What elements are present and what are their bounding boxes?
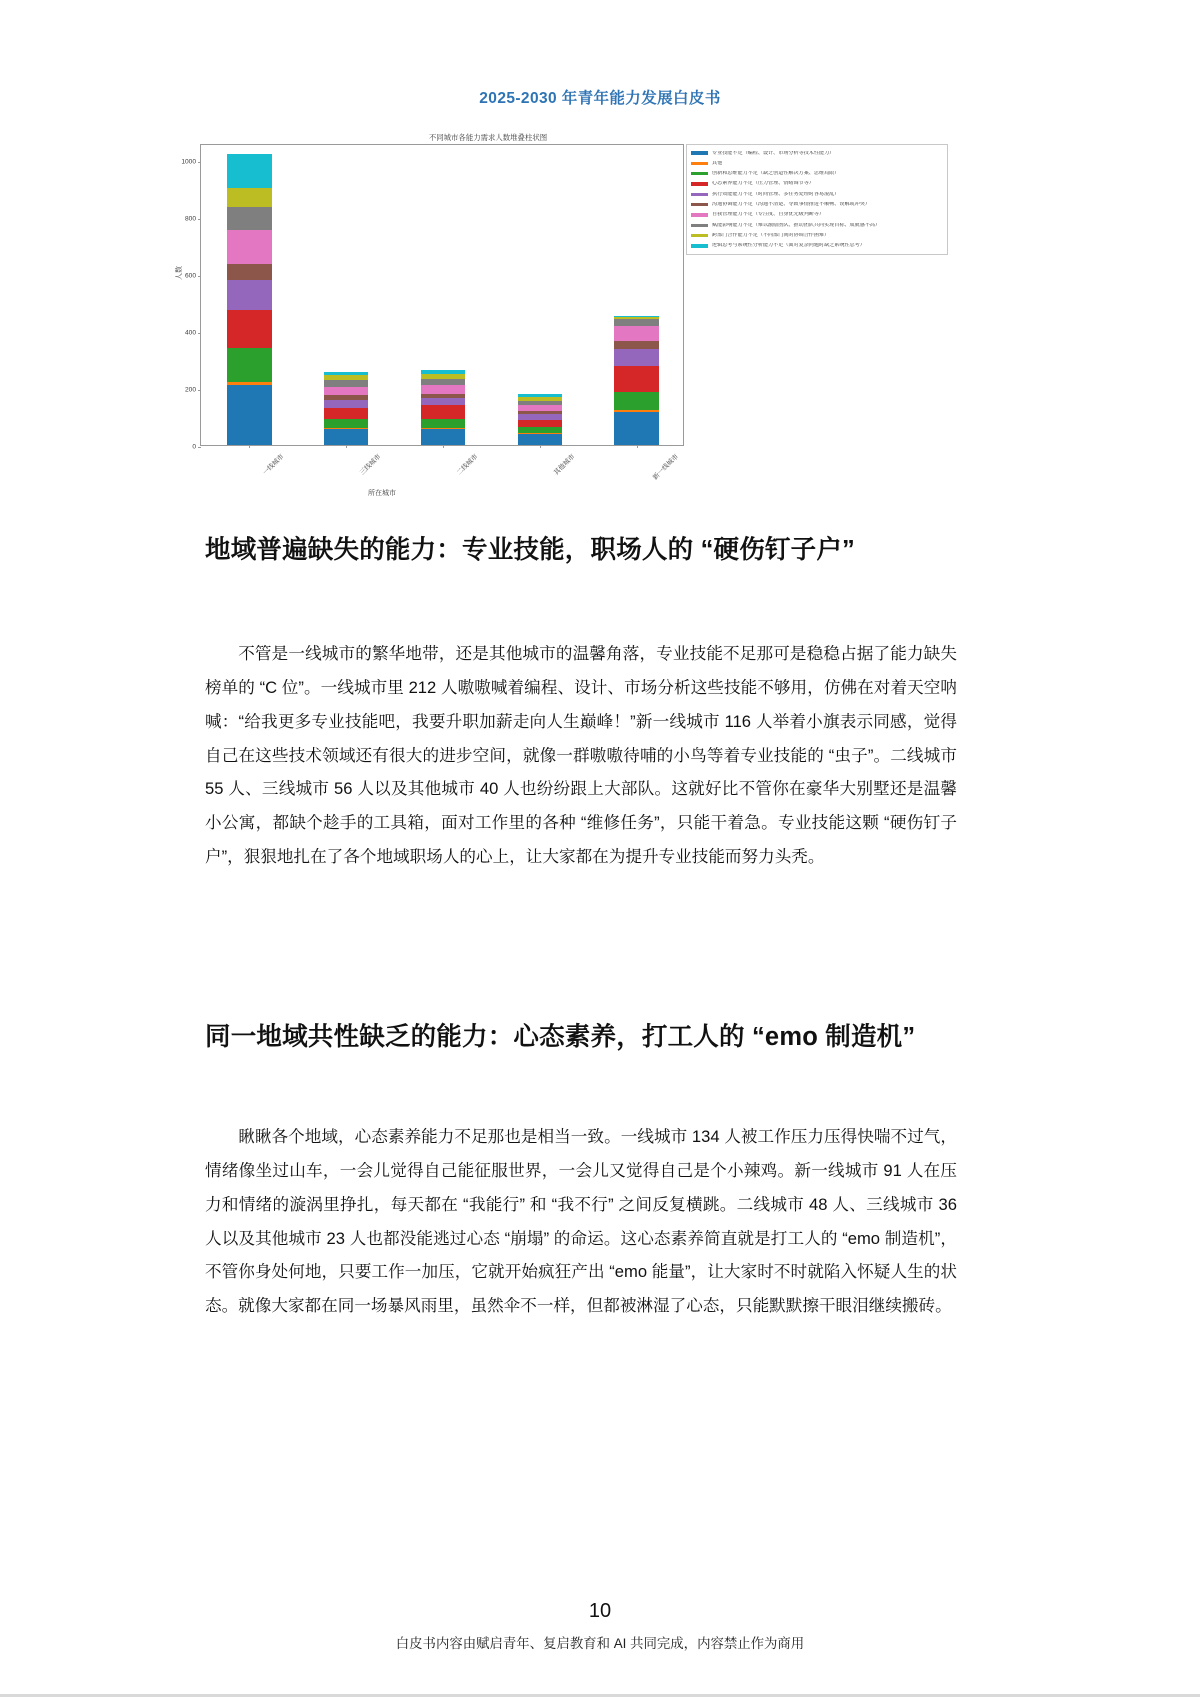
legend-label: 创新和思维能力不足（缺乏创造性解决方案、思维局限） bbox=[712, 171, 840, 177]
legend-item bbox=[691, 179, 944, 189]
x-tick-label: 新一线城市 bbox=[651, 453, 680, 482]
chart-bar-segment bbox=[227, 385, 272, 445]
legend-item bbox=[691, 220, 944, 230]
y-tick-mark bbox=[198, 276, 201, 277]
y-tick-label: 800 bbox=[184, 215, 196, 223]
section-heading-2: 同一地域共性缺乏的能力：心态素养，打工人的 “emo 制造机” bbox=[205, 1023, 916, 1051]
chart-bar-segment bbox=[614, 392, 659, 410]
chart-y-axis-label: 人数 bbox=[176, 266, 183, 280]
legend-color-swatch bbox=[691, 224, 708, 227]
chart-bar-segment bbox=[324, 387, 369, 396]
legend-color-swatch bbox=[691, 244, 708, 247]
legend-label: 沟通协调能力不足（沟通不清楚、导致事情推进不顺畅、误解或冲突） bbox=[712, 202, 870, 208]
chart-bar-segment bbox=[227, 348, 272, 382]
legend-color-swatch bbox=[691, 203, 708, 206]
y-tick-label: 600 bbox=[184, 272, 196, 280]
chart-bar bbox=[227, 154, 272, 445]
section-paragraph-2: 瞅瞅各个地域，心态素养能力不足那也是相当一致。一线城市 134 人被工作压力压得快喘不过气，情绪像坐过山车，一会儿觉得自己能征服世界，一会儿又觉得自己是个小辣鸡。新一线城市 91 人在压力和情绪的漩涡里挣扎，每天都在 “我能行” 和 “我不行” 之间反复横跳。二线城市 48 人、三线城市 36 人以及其他城市 23 人也都没能逃过心态 “崩塌” 的命运。这心态素养简直就是打工人的 “emo 制造机”，不管你身处何地，只要工作一加压，它就开始疯狂产出 “emo 能量”，让大家时不时就陷入怀疑人生的状态。就像大家都在同一场暴风雨里，虽然伞不一样，但都被淋湿了心态，只能默默擦干眼泪继续搬砖。 bbox=[205, 1127, 957, 1316]
chart-bar-segment bbox=[421, 385, 466, 394]
y-tick-label: 1000 bbox=[181, 158, 196, 166]
y-tick-mark bbox=[198, 447, 201, 448]
legend-label: 自我管理能力不足（专注度、自身优先级判断等） bbox=[712, 212, 825, 218]
x-tick-mark bbox=[443, 445, 444, 448]
chart-bar-segment bbox=[324, 419, 369, 428]
chart-bar-segment bbox=[227, 310, 272, 348]
legend-item bbox=[691, 158, 944, 168]
legend-label: 专业技能不足（编程、设计、市场分析等技术性能力） bbox=[712, 150, 835, 156]
legend-item bbox=[691, 148, 944, 158]
legend-color-swatch bbox=[691, 151, 708, 154]
y-tick-mark bbox=[198, 333, 201, 334]
y-tick-mark bbox=[198, 219, 201, 220]
chart-bar-segment bbox=[614, 341, 659, 350]
chart-bar-segment bbox=[518, 434, 563, 445]
chart-bar-segment bbox=[421, 429, 466, 445]
legend-item bbox=[691, 199, 944, 209]
section-paragraph-1: 不管是一线城市的繁华地带，还是其他城市的温馨角落，专业技能不足那可是稳稳占据了能力缺失榜单的 “C 位”。一线城市里 212 人嗷嗷喊着编程、设计、市场分析这些技能不够用，仿佛在对着天空呐喊：“给我更多专业技能吧，我要升职加薪走向人生巅峰！”新一线城市 116 人举着小旗表示同感，觉得自己在这些技术领域还有很大的进步空间，就像一群嗷嗷待哺的小鸟等着专业技能的 “虫子”。二线城市 55 人、三线城市 56 人以及其他城市 40 人也纷纷跟上大部队。这就好比不管你在豪华大别墅还是温馨小公寓，都缺个趁手的工具箱，面对工作里的各种 “维修任务”，只能干着急。专业技能这颗 “硬伤钉子户”，狠狠地扎在了各个地域职场人的心上，让大家都在为提升专业技能而努力头秃。 bbox=[205, 644, 957, 867]
chart-bar-segment bbox=[227, 264, 272, 280]
bottom-rule bbox=[0, 1694, 1200, 1697]
legend-item bbox=[691, 230, 944, 240]
chart-bar-segment bbox=[227, 207, 272, 230]
chart-bar bbox=[421, 370, 466, 445]
legend-color-swatch bbox=[691, 234, 708, 237]
chart-bar-segment bbox=[324, 400, 369, 408]
chart-bar bbox=[324, 372, 369, 445]
chart-bar-segment bbox=[614, 412, 659, 445]
y-tick-label: 200 bbox=[184, 386, 196, 394]
legend-color-swatch bbox=[691, 193, 708, 196]
legend-item bbox=[691, 189, 944, 199]
y-tick-label: 0 bbox=[192, 443, 196, 451]
y-tick-mark bbox=[198, 162, 201, 163]
chart-bar-segment bbox=[421, 398, 466, 406]
x-tick-label: 一线城市 bbox=[262, 453, 286, 477]
chart-bar-segment bbox=[324, 408, 369, 418]
legend-color-swatch bbox=[691, 213, 708, 216]
stacked-bar-chart-figure bbox=[178, 130, 948, 510]
legend-label: 逻辑思考与系统性分析能力不足（面对复杂问题时缺乏系统性思考） bbox=[712, 243, 865, 249]
footer-note: 白皮书内容由赋启青年、复启教育和 AI 共同完成，内容禁止作为商用 bbox=[395, 1636, 805, 1651]
page-number: 10 bbox=[588, 1600, 612, 1622]
legend-item bbox=[691, 241, 944, 251]
chart-bar-segment bbox=[324, 429, 369, 445]
chart-bar-segment bbox=[614, 326, 659, 341]
legend-item bbox=[691, 169, 944, 179]
legend-label: 跨部门合作能力不足（不同部门间的协调合作困难） bbox=[712, 232, 830, 238]
chart-bar-segment bbox=[227, 154, 272, 188]
chart-bar bbox=[614, 316, 659, 445]
section-heading-1: 地域普遍缺失的能力：专业技能，职场人的 “硬伤钉子户” bbox=[205, 536, 855, 564]
chart-legend bbox=[686, 144, 948, 255]
legend-label: 赋能影响能力不足（难以激励团队、推动团队共同实现目标、成就感不高） bbox=[712, 222, 881, 228]
x-tick-label: 其他城市 bbox=[552, 453, 577, 477]
chart-bar bbox=[518, 394, 563, 445]
x-tick-mark bbox=[540, 445, 541, 448]
legend-label: 心态素养能力不足（压力管理、情绪调节等） bbox=[712, 181, 814, 187]
legend-label: 其他 bbox=[712, 160, 723, 166]
x-tick-mark bbox=[637, 445, 638, 448]
legend-color-swatch bbox=[691, 172, 708, 175]
x-tick-label: 三线城市 bbox=[359, 453, 383, 477]
document-header-title: 2025-2030 年青年能力发展白皮书 bbox=[479, 90, 721, 107]
chart-bar-segment bbox=[227, 280, 272, 310]
legend-color-swatch bbox=[691, 182, 708, 185]
chart-bar-segment bbox=[614, 366, 659, 392]
legend-color-swatch bbox=[691, 162, 708, 165]
chart-bar-segment bbox=[227, 230, 272, 264]
chart-bar-segment bbox=[421, 419, 466, 428]
legend-label: 执行效能能力不足（时间管理、多任务处理时容易混乱） bbox=[712, 191, 840, 197]
chart-plot-area bbox=[181, 144, 684, 451]
y-tick-label: 400 bbox=[184, 329, 196, 337]
chart-bar-segment bbox=[227, 188, 272, 208]
chart-title: 不同城市各能力需求人数堆叠柱状图 bbox=[428, 133, 548, 142]
chart-bar-segment bbox=[614, 349, 659, 366]
chart-x-axis-label: 所在城市 bbox=[368, 490, 396, 497]
legend-item bbox=[691, 210, 944, 220]
x-tick-mark bbox=[346, 445, 347, 448]
x-tick-mark bbox=[249, 445, 250, 448]
x-tick-label: 二线城市 bbox=[455, 453, 480, 477]
chart-bar-segment bbox=[421, 405, 466, 419]
y-tick-mark bbox=[198, 390, 201, 391]
